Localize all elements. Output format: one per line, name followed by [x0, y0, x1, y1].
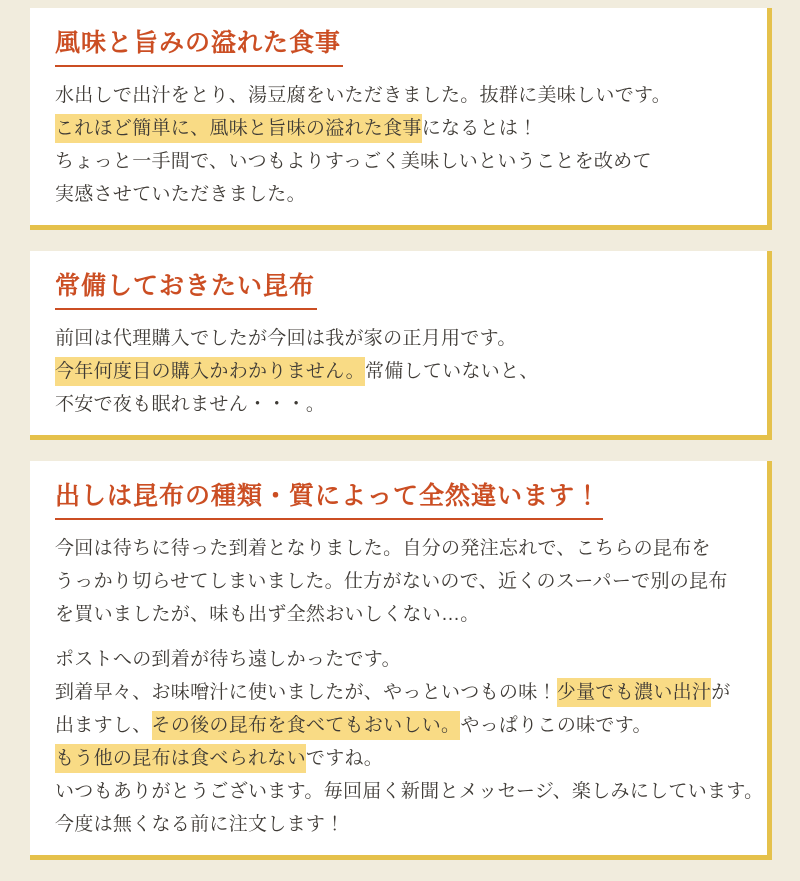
review-heading: 出しは昆布の種類・質によって全然違います！: [55, 481, 603, 520]
text-segment: 今度は無くなる前に注文します！: [55, 814, 345, 835]
text-segment: 常備していないと、: [364, 361, 539, 382]
review-paragraph: [55, 322, 755, 421]
text-segment: 到着早々、お味噌汁に使いましたが、やっといつもの味！: [55, 682, 557, 703]
review-card: [30, 8, 772, 230]
review-text-line: [55, 808, 755, 841]
review-text-line: [55, 565, 755, 598]
text-segment: ちょっと一手間で、いつもよりすっごく美味しいということを改めて: [55, 151, 652, 172]
review-text-line: [55, 145, 755, 178]
review-text-line: [55, 388, 755, 421]
text-segment: ポストへの到着が待ち遠しかったです。: [55, 649, 401, 670]
review-heading: 風味と旨みの溢れた食事: [55, 28, 343, 67]
text-segment: 出ますし、: [55, 715, 152, 736]
review-text-line: [55, 775, 764, 808]
review-text-line: [55, 112, 755, 145]
text-segment: うっかり切らせてしまいました。仕方がないので、近くのスーパーで別の昆布: [55, 571, 728, 592]
review-text-line: [55, 79, 755, 112]
review-paragraph: [55, 79, 755, 211]
review-cards: [0, 8, 800, 860]
text-segment: が: [711, 682, 731, 703]
text-segment: 今回は待ちに待った到着となりました。自分の発注忘れで、こちらの昆布を: [55, 538, 711, 559]
highlighted-text: もう他の昆布は食べられない: [55, 744, 306, 773]
text-segment: ですね。: [305, 748, 384, 769]
review-text-line: [55, 676, 755, 709]
review-text-line: [55, 322, 755, 355]
text-segment: を買いましたが、味も出ず全然おいしくない…。: [55, 604, 480, 625]
review-text-line: [55, 355, 755, 388]
highlighted-text: 少量でも濃い出汁: [557, 678, 711, 707]
review-card: [30, 461, 772, 860]
review-text-line: [55, 598, 755, 631]
text-segment: 実感させていただきました。: [55, 184, 306, 205]
highlighted-text: 今年何度目の購入かわかりません。: [55, 357, 365, 386]
highlighted-text: これほど簡単に、風味と旨味の溢れた食事: [55, 114, 422, 143]
text-segment: になるとは！: [421, 118, 538, 139]
text-segment: 前回は代理購入でしたが今回は我が家の正月用です。: [55, 328, 517, 349]
text-segment: 不安で夜も眠れません・・・。: [55, 394, 326, 415]
review-text-line: [55, 643, 755, 676]
review-paragraph: [55, 643, 764, 841]
review-card: [30, 251, 772, 440]
review-text-line: [55, 532, 755, 565]
text-segment: やっぱりこの味です。: [460, 715, 652, 736]
review-text-line: [55, 178, 755, 211]
review-heading: 常備しておきたい昆布: [55, 271, 317, 310]
text-segment: いつもありがとうございます。毎回届く新聞とメッセージ、楽しみにしています。: [55, 781, 764, 802]
review-paragraph: [55, 532, 755, 631]
review-text-line: [55, 709, 755, 742]
highlighted-text: その後の昆布を食べてもおいしい。: [152, 711, 461, 740]
text-segment: 水出しで出汁をとり、湯豆腐をいただきました。抜群に美味しいです。: [55, 85, 672, 106]
review-text-line: [55, 742, 755, 775]
